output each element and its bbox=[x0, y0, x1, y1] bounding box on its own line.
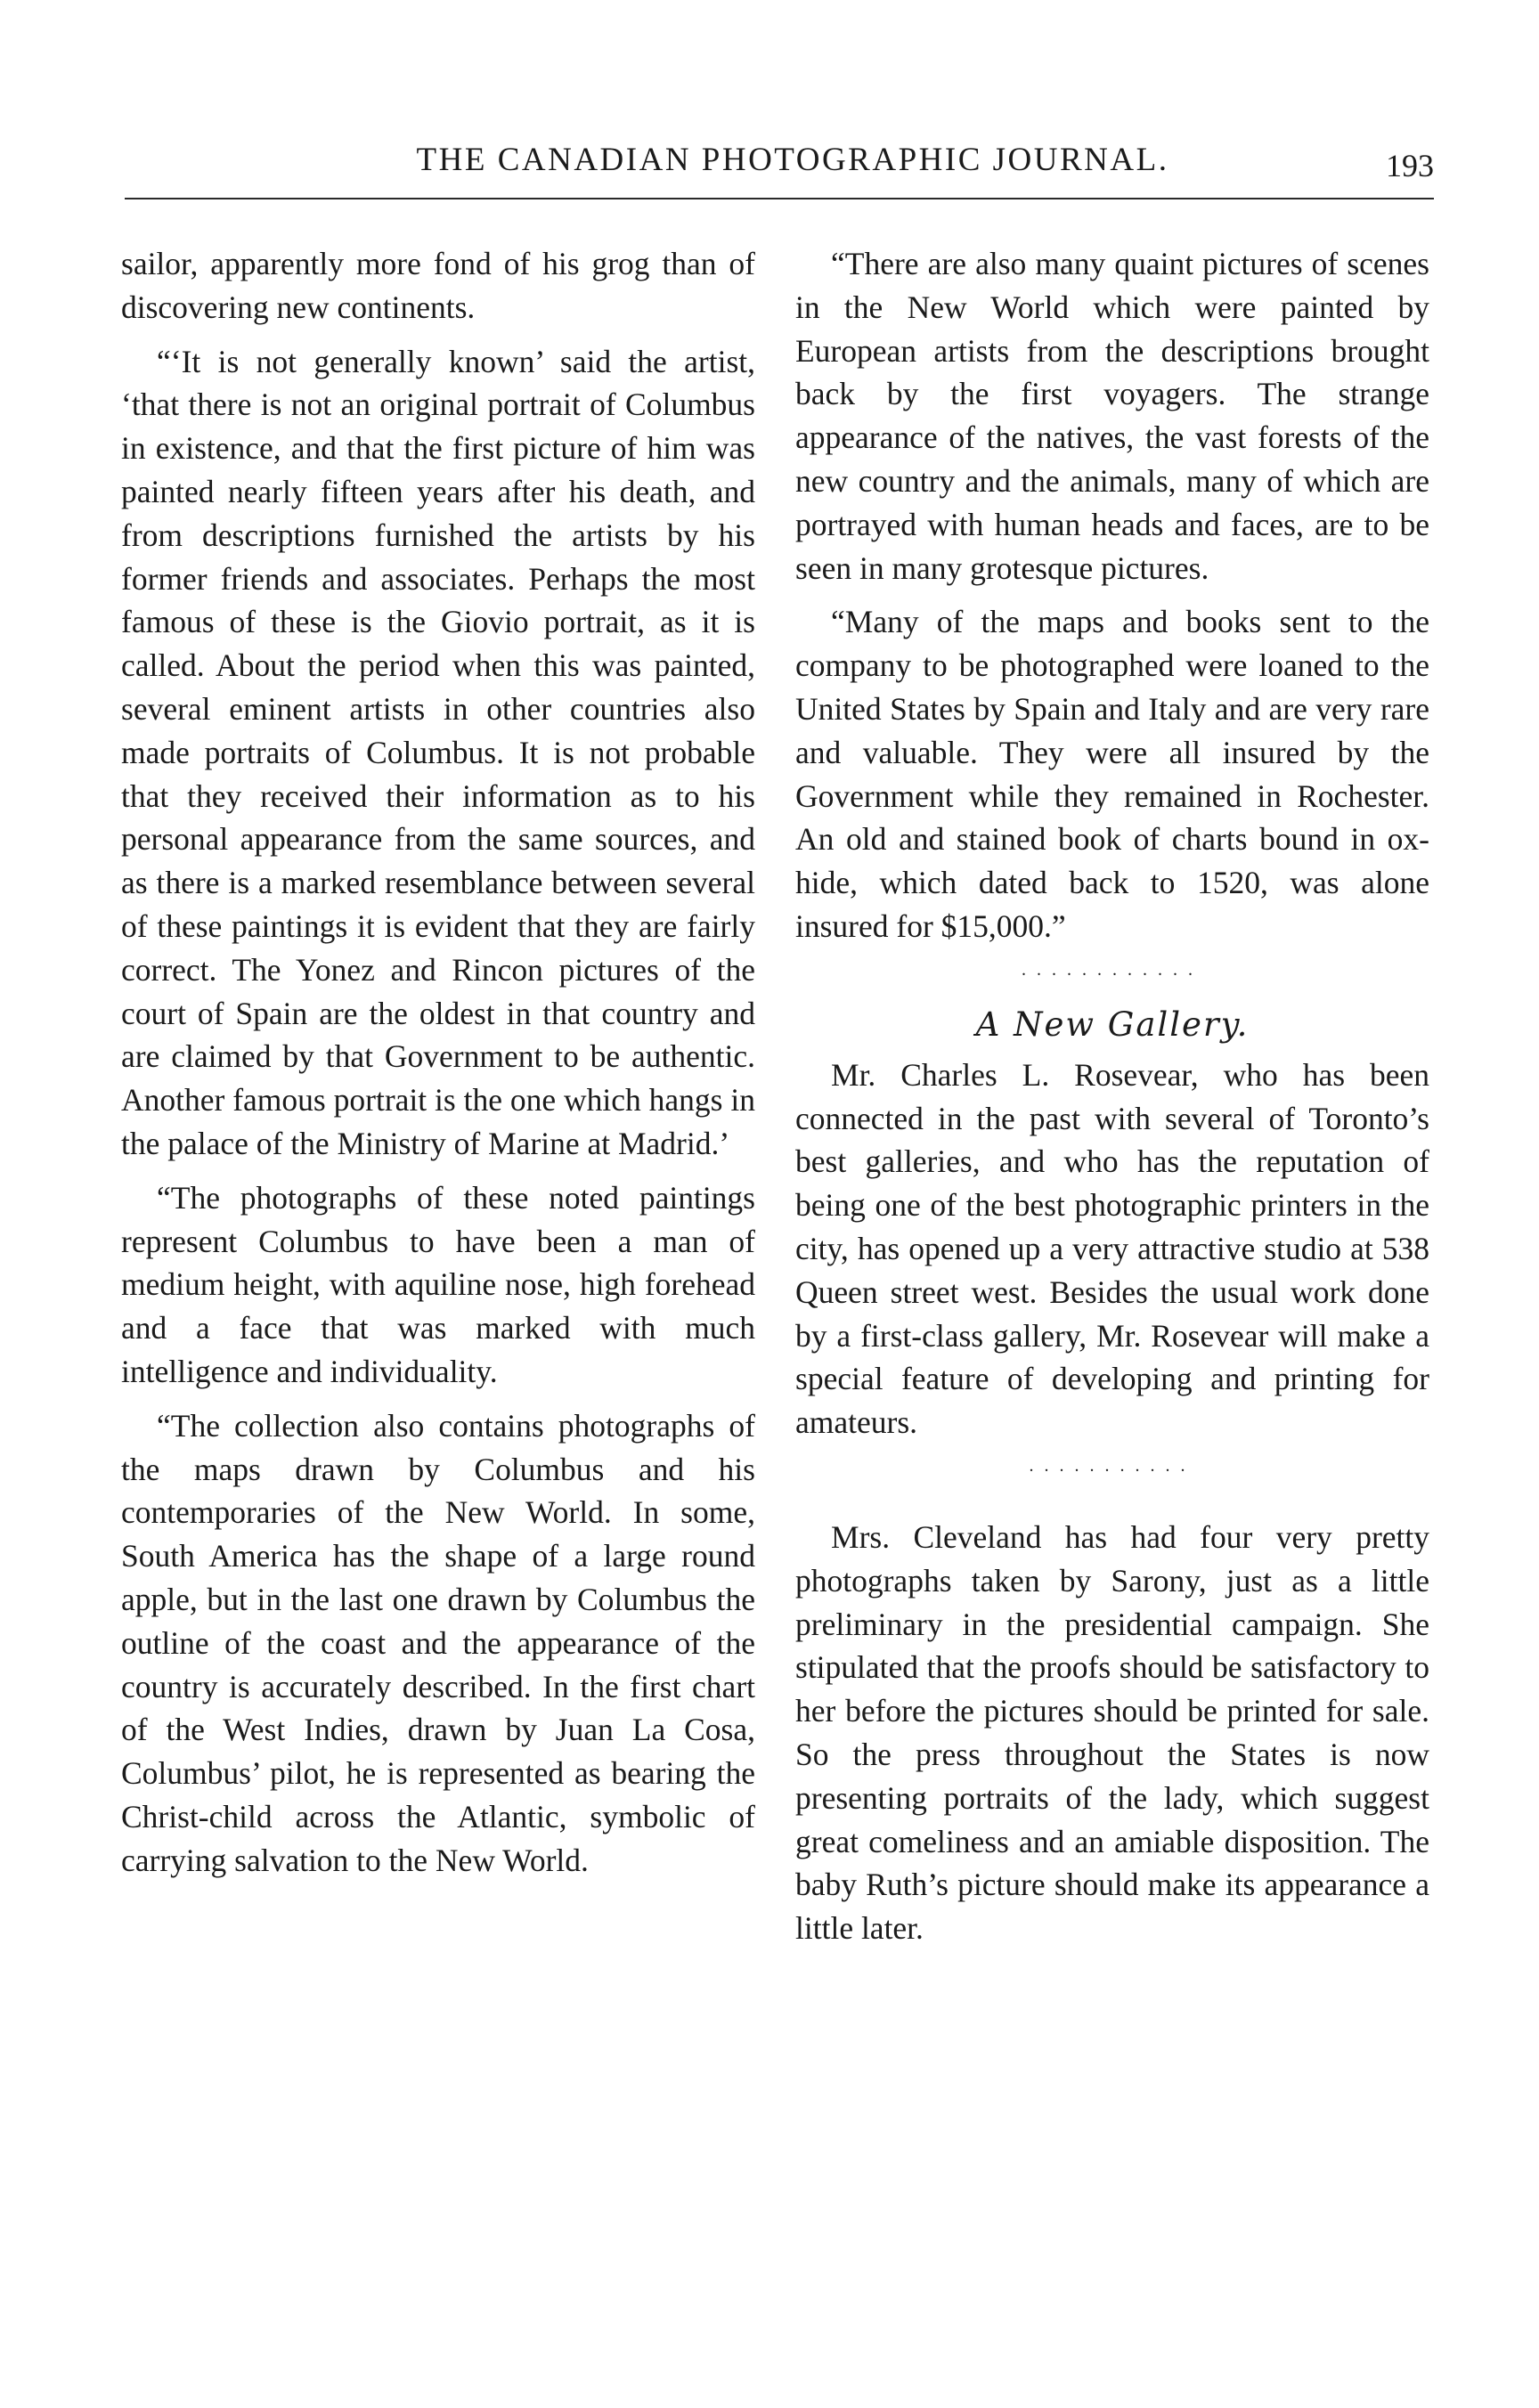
body-paragraph: “There are also many quaint pictures of scenes in the New World which were painted by European artists from the descriptions brought back by the first voyagers. The strange appearance of the natives, the vast forests of the new country and the animals, many of which are portrayed with human heads and faces, are to be seen in many grotesque pictures. bbox=[795, 246, 1429, 586]
spacer bbox=[795, 1498, 1429, 1516]
section-heading: A New Gallery. bbox=[975, 1005, 1250, 1044]
section-separator: ............ bbox=[1022, 959, 1203, 980]
page-header bbox=[125, 142, 1434, 196]
body-paragraph: sailor, apparently more fond of his grog than of discovering new continents. bbox=[121, 246, 755, 325]
header-rule bbox=[125, 198, 1434, 199]
body-paragraph: “‘It is not generally known’ said the artist, ‘that there is not an original portrait of Columbus in existence, and that the first picture of him was painted nearly fifteen years after his death, and from descriptions furnished the artists by his former friends and associates. Perhaps the most famous of these is the Giovio portrait, as it is called. About the period when this was painted, several eminent artists in other countries also made portraits of Columbus. It is not probable that they received their information as to his personal appearance from the same sources, and as there is a marked resemblance between several of these paintings it is evident that they are fairly correct. The Yonez and Rincon pictures of the court of Spain are the oldest in that country and are claimed by that Government to be authentic. Another famous portrait is the one which hangs in the palace of the Ministry of Marine at Madrid.’ bbox=[121, 343, 755, 1161]
section-separator: ........... bbox=[1029, 1455, 1196, 1476]
page-number: 193 bbox=[1386, 148, 1434, 183]
right-column bbox=[795, 242, 1429, 1961]
body-paragraph: “Many of the maps and books sent to the company to be photographed were loaned to the United States by Spain and Italy and are very rare and valuable. They were all insured by the Government while they remained in Rochester. An old and stained book of charts bound in ox-hide, which dated back to 1520, was alone insured for $15,000.” bbox=[795, 604, 1429, 944]
body-paragraph: “The photographs of these noted paintings represent Columbus to have been a man of medium height, with aquiline nose, high forehead and a face that was marked with much intelligence and individuality. bbox=[121, 1179, 755, 1389]
left-column bbox=[121, 242, 755, 1892]
body-paragraph: Mrs. Cleveland has had four very pretty photographs taken by Sarony, just as a little preliminary in the presidential campaign. She stipulated that the proofs should be satisfactory to her before the pictures should be printed for sale. So the press throughout the States is now presenting portraits of the lady, which suggest great comeliness and an amiable disposition. The baby Ruth’s picture should make its appearance a little later. bbox=[795, 1518, 1429, 1947]
body-paragraph: “The collection also contains photographs of the maps drawn by Columbus and his contemporaries of the New World. In some, South America has the shape of a large round apple, but in the last one drawn by Columbus the outline of the coast and the appearance of the country is accurately described. In the first chart of the West Indies, drawn by Juan La Cosa, Columbus’ pilot, he is represented as bearing the Christ-child across the Atlantic, symbolic of carrying salvation to the New World. bbox=[121, 1407, 755, 1878]
running-title: THE CANADIAN PHOTOGRAPHIC JOURNAL. bbox=[416, 142, 1169, 178]
body-paragraph: Mr. Charles L. Rosevear, who has been connected in the past with several of Toronto’s best galleries, and who has the reputation of being one of the best photographic printers in the city, has opened up a very attractive studio at 538 Queen street west. Besides the usual work done by a first-class gallery, Mr. Rosevear will make a special feature of developing and printing for amateurs. bbox=[795, 1056, 1429, 1441]
